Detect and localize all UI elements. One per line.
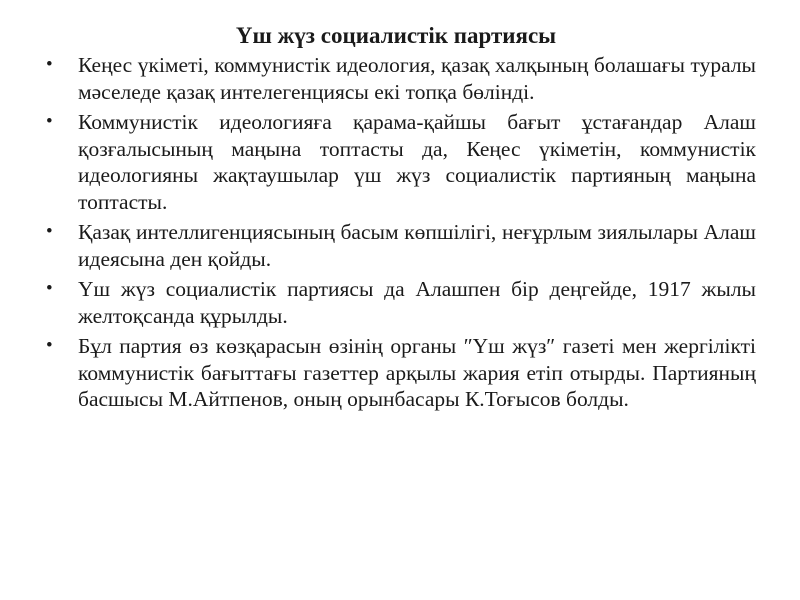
bullet-icon: • (46, 335, 53, 356)
bullet-text: Бұл партия өз көзқарасын өзінің органы ″Үш жүз″ газеті мен жергілікті коммунистік бағыттағы газеттер арқылы жария етіп отырды. Партияның басшысы М.Айтпенов, оның орынбасары К.Тоғысов болды. (78, 334, 756, 411)
bullet-text: Қазақ интеллигенциясының басым көпшілігі, неғұрлым зиялылары Алаш идеясына ден қойды. (78, 220, 756, 271)
bullet-text: Үш жүз социалистік партиясы да Алашпен бір деңгейде, 1917 жылы желтоқсанда құрылды. (78, 277, 756, 328)
bullet-icon: • (46, 54, 53, 75)
bullet-item (46, 219, 756, 272)
bullet-item (46, 276, 756, 329)
slide-title: Үш жүз социалистік партиясы (235, 23, 557, 48)
bullet-item (46, 109, 756, 215)
bullet-text: Кеңес үкіметі, коммунистік идеология, қазақ халқының болашағы туралы мәселеде қазақ интелегенциясы екі топқа бөлінді. (78, 53, 756, 104)
bullet-item (46, 333, 756, 413)
bullet-icon: • (46, 111, 53, 132)
bullet-list (46, 52, 756, 417)
bullet-text: Коммунистік идеологияға қарама-қайшы бағыт ұстағандар Алаш қозғалысының маңына топтасты да, Кеңес үкіметін, коммунистік идеологияны жақтаушылар үш жүз социалистік партияның маңына топтасты. (78, 110, 756, 214)
bullet-item (46, 52, 756, 105)
bullet-icon: • (46, 278, 53, 299)
bullet-icon: • (46, 221, 53, 242)
